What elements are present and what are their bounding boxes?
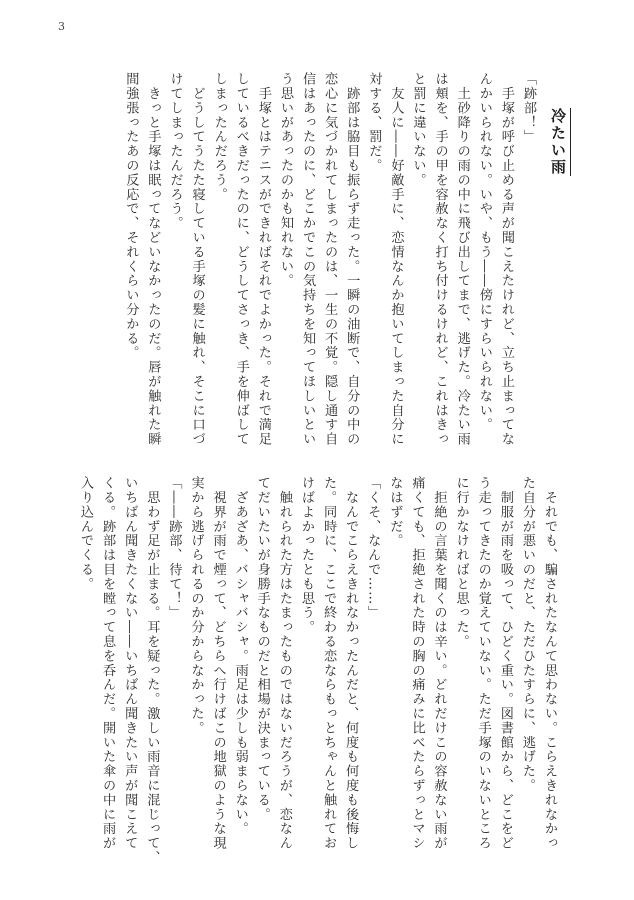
text-line: う走ってきたのか覚えていない。ただ手塚のいないところ	[475, 476, 491, 851]
text-line: 恋心に気づかれてしまったのは、一生の不覚。隠し通す自	[322, 72, 338, 447]
text-line: それでも、騙されたなんて思わない。こらえきれなかっ	[542, 476, 557, 851]
text-line: に行かなければと思った。	[453, 476, 469, 649]
text-line: ざあざあ、バシャバシャ。雨足は少しも弱まらない。	[232, 476, 248, 836]
text-line: どうしてうたた寝している手塚の髪に触れ、そこに口づ	[189, 72, 205, 447]
text-line: なはずだ。	[387, 476, 403, 548]
text-line: 「くそ、なんで……」	[365, 476, 381, 620]
text-line: 「跡部！」	[521, 72, 536, 144]
text-line: 視界が雨で煙って、どちらへ行けばこの地獄のような現	[210, 476, 226, 851]
text-line: けてしまったんだろう。	[167, 72, 183, 231]
text-line: 実から逃げられるのか分からなかった。	[188, 476, 204, 736]
text-line: けばよかったとも思う。	[298, 476, 314, 635]
text-line: 手塚とはテニスができればそれでよかった。それで満足	[255, 72, 271, 447]
text-line: くる。跡部は目を瞠って息を呑んだ。開いた傘の中に雨が	[100, 476, 116, 851]
text-line: う思いがあったのかも知れない。	[277, 72, 293, 288]
text-line: と罰に違いない。	[410, 72, 426, 188]
chapter-title: 冷たい雨	[550, 108, 571, 176]
text-line: た自分が悪いのだと、ただひたすらに、逃げた。	[519, 476, 535, 793]
text-line: 跡部は脇目も振らず走った。一瞬の油断で、自分の中の	[344, 72, 360, 447]
text-line: 思わず足が止まる。耳を疑った。激しい雨音に混じって、	[144, 476, 160, 865]
text-line: なんでこらえきれなかったんだと、何度も何度も後悔し	[343, 476, 359, 851]
text-line: 触れられた方はたまったものではないだろうが、恋なん	[276, 476, 292, 851]
text-line: 「――跡部、待て！」	[166, 476, 182, 620]
text-line: きっと手塚は眠ってなどいなかったのだ。唇が触れた瞬	[145, 72, 161, 447]
upper-text-block	[119, 72, 539, 447]
text-line: 入り込んでくる。	[78, 476, 94, 592]
text-line: いちばん聞きたくない――いちばん聞きたい声が聞こえて	[122, 476, 138, 851]
page-number: 3	[58, 20, 65, 33]
lower-text-block	[74, 476, 560, 865]
text-line: 友人に――好敵手に、恋情なんか抱いてしまった自分に	[388, 72, 404, 447]
text-line: 手塚が呼び止める声が聞こえたけれど、立ち止まってな	[498, 72, 514, 447]
text-line: 信はあったのに、どこかでこの気持ちを知ってほしいとい	[300, 72, 316, 447]
text-line: 間強張ったあの反応で、それくらい分かる。	[123, 72, 139, 360]
text-line: てだいたいが身勝手なものだと相場が決まっている。	[254, 476, 270, 822]
text-line: 制服が雨を吸って、ひどく重い。図書館から、どこをど	[497, 476, 513, 851]
text-line: 拒絶の言葉を聞くのは辛い。どれだけこの容赦ない雨が	[431, 476, 447, 851]
text-line: しまったんだろう。	[211, 72, 227, 202]
text-line: た。同時に、ここで終わる恋ならもっとちゃんと触れてお	[321, 476, 337, 851]
text-line: は頬を、手の甲を容赦なく打ち付けるけれど、これはきっ	[432, 72, 448, 447]
text-line: 土砂降りの雨の中に飛び出してまで、逃げた。冷たい雨	[454, 72, 470, 447]
text-line: しているべきだったのに、どうしてさっき、手を伸ばして	[233, 72, 249, 447]
text-line: んかいられない。いや、もう――傍にすらいられない。	[476, 72, 492, 432]
text-line: 対する、罰だ。	[366, 72, 382, 173]
text-line: 痛くても、拒絶された時の胸の痛みに比べたらずっとマシ	[409, 476, 425, 851]
